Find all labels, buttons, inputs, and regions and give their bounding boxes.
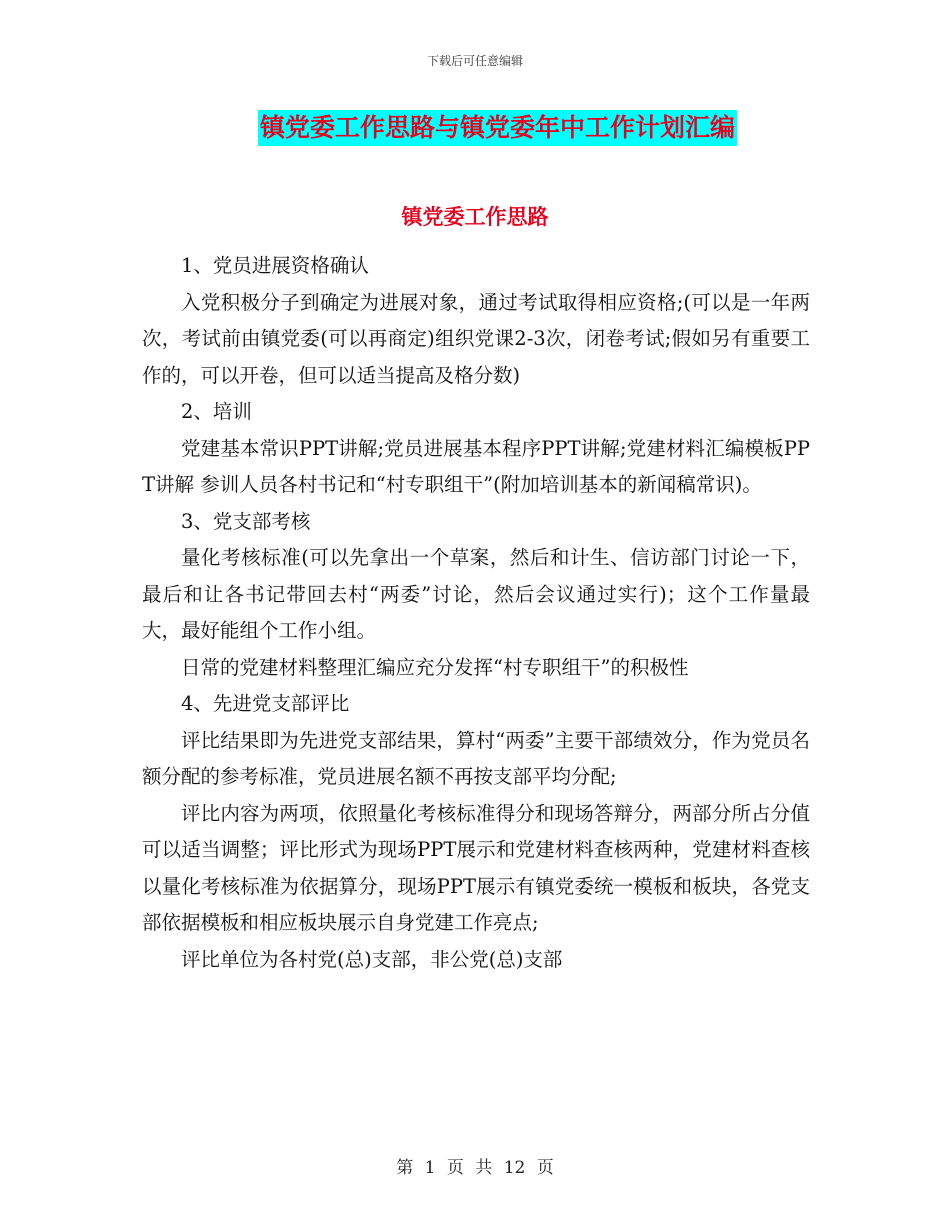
paragraph-5: 3、党支部考核 [181, 509, 311, 533]
page-number: 第 1 页 共 12 页 [396, 1158, 554, 1178]
paragraph-8: 4、先进党支部评比 [181, 692, 350, 715]
document-title: 镇党委工作思路与镇党委年中工作计划汇编 [258, 110, 737, 146]
page-header-note: 下载后可任意编辑 [426, 54, 523, 68]
paragraph-10: 评比内容为两项，依照量化考核标准得分和现场答辩分，两部分所占分值可以适当调整；评比形式为现场PPT展示和党建材料查核两种，党建材料查核以量化考核标准为依据算分，现场PPT展示有镇党委统一模板和板块，各党支部依据模板和相应板块展示自身党建工作亮点; [142, 801, 810, 934]
paragraph-6: 量化考核标准(可以先拿出一个草案，然后和计生、信访部门讨论一下，最后和让各书记带回去村“两委”讨论，然后会议通过实行)；这个工作量最大，最好能组个工作小组。 [142, 546, 810, 642]
paragraph-1: 1、党员进展资格确认 [181, 254, 369, 277]
section-title: 镇党委工作思路 [401, 205, 549, 229]
paragraph-2: 入党积极分子到确定为进展对象，通过考试取得相应资格;(可以是一年两次，考试前由镇党委(可以再商定)组织党课2-3次，闭卷考试;假如另有重要工作的，可以开卷，但可以适当提高及格分数) [142, 290, 810, 387]
document-title-container [0, 110, 950, 146]
paragraph-7: 日常的党建材料整理汇编应充分发挥“村专职组干”的积极性 [181, 655, 689, 679]
paragraph-3: 2、培训 [181, 400, 252, 423]
paragraph-4: 党建基本常识PPT讲解;党员进展基本程序PPT讲解;党建材料汇编模板PPT讲解 参训人员各村书记和“村专职组干”(附加培训基本的新闻稿常识)。 [142, 436, 810, 496]
paragraph-9: 评比结果即为先进党支部结果，算村“两委”主要干部绩效分，作为党员名额分配的参考标准，党员进展名额不再按支部平均分配; [142, 728, 810, 788]
paragraph-11: 评比单位为各村党(总)支部，非公党(总)支部 [181, 947, 563, 971]
document-body [142, 248, 810, 978]
